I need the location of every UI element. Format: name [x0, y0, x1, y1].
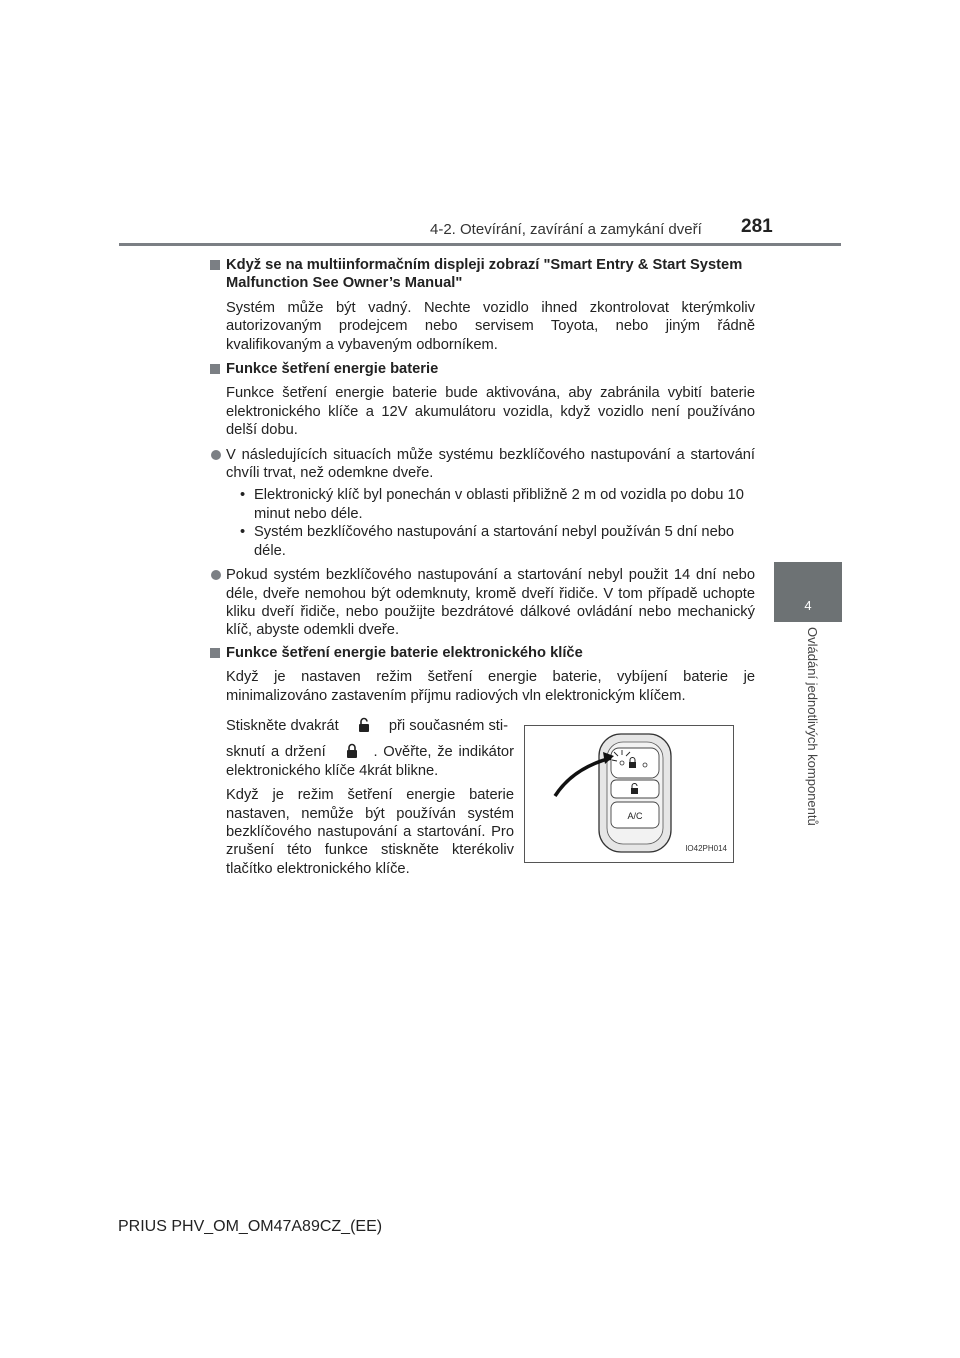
note-item: Pokud systém bezklíčového nastupování a startování nebyl použit 14 dní nebo déle, dveře nemohou být odemknuty, kromě dveří řidiče. V tom případě uchopte kliku dveří řidiče, nebo použijte bezdrátové dálkové ovládání nebo mechanický klíč, abyste odemkli dveře. — [210, 566, 755, 640]
note-dot-icon — [211, 570, 221, 580]
section-heading-key-battery-saving: Funkce šetření energie baterie elektronického klíče — [210, 644, 755, 662]
section-marker-icon — [210, 364, 220, 374]
bullet-icon: • — [240, 487, 246, 504]
section-heading-battery-saving: Funkce šetření energie baterie — [210, 360, 755, 378]
bullet-item: • Elektronický klíč byl ponechán v oblasti přibližně 2 m od vozidla po dobu 10 minut nebo déle. — [240, 487, 744, 522]
lock-icon — [345, 743, 359, 759]
section-body: Když je nastaven režim šetření energie baterie, vybíjení baterie je minimalizováno zastavením příjmu radiových vln elektronickým klíčem. — [226, 669, 755, 704]
document-code: PRIUS PHV_OM_OM47A89CZ_(EE) — [118, 1218, 383, 1235]
note-dot-icon — [211, 450, 221, 460]
section-body: Systém může být vadný. Nechte vozidlo ihned zkontrolovat kterýmkoliv autorizovaným prodejcem nebo servisem Toyota, nebo jiným řádně kvalifikovaným a vybaveným odborníkem. — [226, 299, 755, 353]
section-heading-smart-entry: Když se na multiinformačním displeji zobrazí "Smart Entry & Start System Malfunction See Owner’s Manual" — [210, 256, 755, 293]
chapter-label: Ovládání jednotlivých komponentů — [805, 627, 820, 826]
page-content — [210, 256, 755, 886]
key-fob-figure — [524, 725, 734, 863]
section-marker-icon — [210, 648, 220, 658]
header-divider — [119, 243, 841, 246]
section-title: 4-2. Otevírání, zavírání a zamykání dveří — [430, 221, 702, 238]
section-body: Funkce šetření energie baterie bude aktivována, aby zabránila vybití baterie elektronického klíče a 12V akumulátoru vozidla, když vozidlo není používáno delší dobu. — [226, 385, 755, 439]
unlock-icon — [357, 717, 371, 733]
chapter-tab: 4 — [774, 562, 842, 622]
note-text: Když je režim šetření energie baterie nastaven, nemůže být používán systém bezklíčového nastupování a startování. Pro zrušení této funkce stiskněte kterékoliv tlačítko elektronického klíče. — [226, 787, 514, 877]
figure-code: IO42PH014 — [685, 843, 727, 853]
instruction-text: Stiskněte dvakrát při současném sti- sknutí a držení . Ověřte, že indikátor elektronického klíče 4krát blikne. Když je režim šetření energie baterie nastaven, nemůže být používán systém bezklíčového nastupování a startování. Pro zrušení této funkce stiskněte kterékoliv tlačítko elektronického klíče. — [226, 717, 514, 877]
instruction-with-figure — [210, 711, 755, 886]
page-number: 281 — [741, 216, 773, 237]
bullet-item: • Systém bezklíčového nastupování a startování nebyl používán 5 dní nebo déle. — [240, 524, 735, 559]
note-item: V následujících situacích může systému bezklíčového nastupování a startování chvíli trvat, než odemkne dveře. — [210, 446, 755, 483]
fob-ac-label: A/C — [627, 810, 643, 821]
bullet-icon: • — [240, 524, 246, 541]
section-marker-icon — [210, 260, 220, 270]
